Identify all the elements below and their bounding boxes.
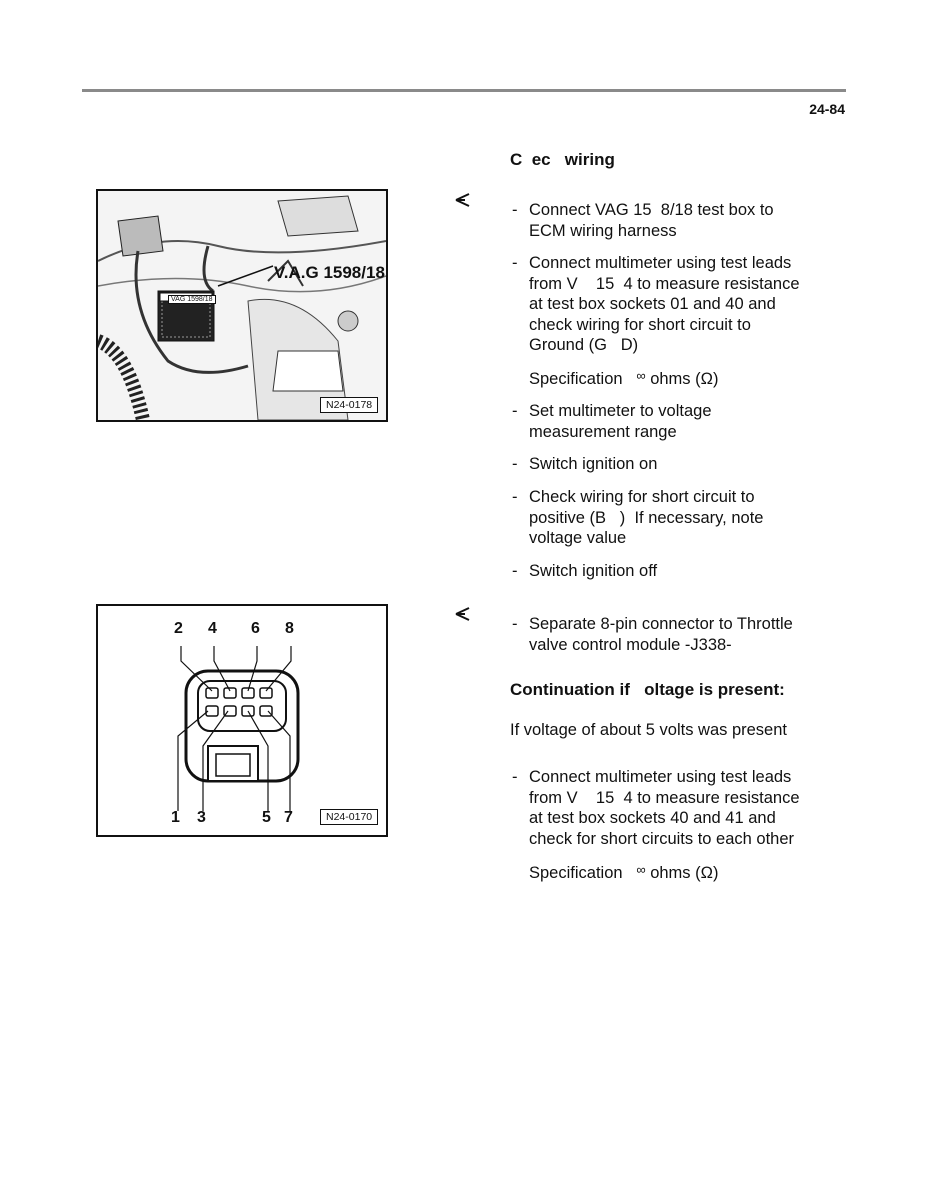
engine-bay-illustration [98,191,386,420]
step-text: Check wiring for short circuit to positive (B ) If necessary, note voltage value [529,488,764,547]
spec-unit: ohms (Ω) [650,864,719,882]
figure1-code: N24-0178 [320,397,378,413]
pin-label-1: 1 [171,809,180,826]
step-separate-connector [512,614,842,655]
test-box-label: V.A.G 1598/18 [274,263,385,282]
pin-label-7: 7 [284,809,293,826]
connector-illustration [98,606,386,835]
step-measure-resistance [512,253,842,356]
figure-8-pin-connector [96,604,388,837]
figure-test-box-engine [96,189,388,422]
section-title: C ec wiring [510,150,615,169]
step-measure-sockets-40-41 [512,767,842,849]
infinity-symbol: ∞ [636,862,646,877]
bullet-dash: - [512,615,518,633]
spec-label: Specification [529,864,623,882]
step-text: Connect multimeter using test leads from V 15 4 to measure resistance at test box sockets 40 and 41 and check for short circuits to each other [529,768,800,848]
bullet-dash: - [512,201,518,219]
test-box-inner-label: VAG 1598/18 [168,295,216,304]
step-check-positive [512,487,842,549]
spec-unit: ohms (Ω) [650,370,719,388]
pin-label-4: 4 [208,620,217,637]
bullet-dash: - [512,768,518,786]
step-text: Separate 8-pin connector to Throttle valve control module -J338- [529,615,793,654]
pin-label-2: 2 [174,620,183,637]
step-text: Set multimeter to voltage measurement range [529,402,712,441]
infinity-symbol: ∞ [636,368,646,383]
pin-label-3: 3 [197,809,206,826]
step-text: Switch ignition on [529,455,658,473]
header-rule [82,89,846,92]
figure2-code: N24-0170 [320,809,378,825]
continuation-title: Continuation if oltage is present: [510,680,785,699]
bullet-dash: - [512,455,518,473]
step-text: Switch ignition off [529,562,658,580]
continuation-text: If voltage of about 5 volts was present [510,721,787,739]
pin-label-8: 8 [285,620,294,637]
step-ignition-off [512,561,842,582]
bullet-dash: - [512,488,518,506]
step-ignition-on [512,454,842,475]
step-text: Connect VAG 15 8/18 test box to ECM wiring harness [529,201,774,240]
pin-label-5: 5 [262,809,271,826]
spec-label: Specification [529,370,623,388]
specification-line [529,368,718,389]
bullet-dash: - [512,402,518,420]
page-number: 24-84 [809,101,845,117]
step-text: Connect multimeter using test leads from V 15 4 to measure resistance at test box sockets 01 and 40 and check wiring for short circuit to Ground (G D) [529,254,800,354]
bullet-dash: - [512,562,518,580]
pin-label-6: 6 [251,620,260,637]
step-set-multimeter [512,401,842,442]
bullet-dash: - [512,254,518,272]
step-connect-test-box [512,200,842,241]
specification-line-2 [529,862,718,883]
pointer-arrow-icon [455,607,471,621]
pointer-arrow-icon [455,193,471,207]
